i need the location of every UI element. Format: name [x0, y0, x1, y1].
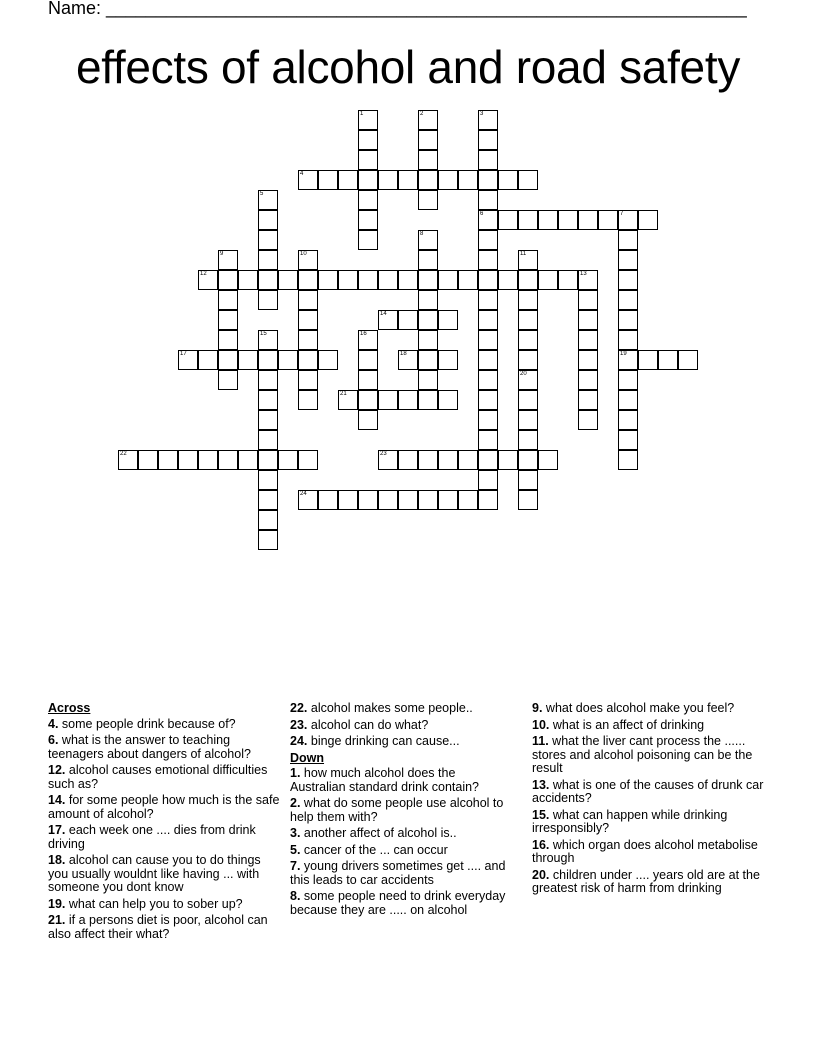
crossword-cell[interactable]	[378, 450, 398, 470]
crossword-cell[interactable]	[218, 290, 238, 310]
clue-item-text: what the liver cant process the ...... stores and alcohol poisoning can be the result	[532, 734, 753, 775]
clue-item-text: what do some people use alcohol to help them with?	[290, 796, 504, 824]
crossword-cell[interactable]	[478, 370, 498, 390]
clue-number: 10	[300, 251, 307, 257]
clue-number: 17	[180, 351, 187, 357]
clue-item-text: children under .... years old are at the greatest risk of harm from drinking	[532, 867, 760, 895]
crossword-cell[interactable]	[538, 450, 558, 470]
clue-item	[290, 890, 512, 917]
crossword-cell[interactable]	[578, 210, 598, 230]
crossword-cell[interactable]	[478, 390, 498, 410]
crossword-cell[interactable]	[418, 370, 438, 390]
across-clue-list-continued	[290, 702, 512, 749]
crossword-cell[interactable]	[358, 270, 378, 290]
crossword-cell[interactable]	[618, 310, 638, 330]
crossword-cell[interactable]	[618, 330, 638, 350]
crossword-cell[interactable]	[478, 490, 498, 510]
clue-item-number: 19.	[48, 896, 66, 911]
clue-item	[48, 718, 280, 732]
clue-item-text: what can help you to sober up?	[65, 896, 243, 911]
crossword-cell[interactable]	[618, 250, 638, 270]
clue-item	[48, 734, 280, 761]
crossword-cell[interactable]	[418, 290, 438, 310]
crossword-cell[interactable]	[498, 170, 518, 190]
crossword-cell[interactable]	[438, 310, 458, 330]
crossword-cell[interactable]	[618, 410, 638, 430]
crossword-cell[interactable]	[678, 350, 698, 370]
crossword-cell[interactable]	[198, 450, 218, 470]
crossword-cell[interactable]	[418, 330, 438, 350]
crossword-cell[interactable]	[498, 270, 518, 290]
crossword-cell[interactable]	[198, 350, 218, 370]
clue-item	[48, 914, 280, 941]
clues-column-2	[290, 702, 512, 920]
crossword-cell[interactable]	[258, 470, 278, 490]
clues-column-1	[48, 702, 280, 944]
crossword-cell[interactable]	[418, 450, 438, 470]
clue-item-text: another affect of alcohol is..	[300, 826, 457, 840]
clue-item-text: what is the answer to teaching teenagers about dangers of alcohol?	[48, 733, 251, 761]
crossword-cell[interactable]	[418, 390, 438, 410]
crossword-cell[interactable]	[518, 410, 538, 430]
clue-number: 20	[520, 371, 527, 377]
crossword-cell[interactable]	[178, 350, 198, 370]
clue-item	[48, 898, 280, 912]
crossword-cell[interactable]	[418, 170, 438, 190]
clue-item-text: for some people how much is the safe amount of alcohol?	[48, 793, 280, 821]
clue-number: 14	[380, 311, 387, 317]
clue-number: 24	[300, 491, 307, 497]
crossword-cell[interactable]	[258, 350, 278, 370]
crossword-cell[interactable]	[558, 210, 578, 230]
crossword-cell[interactable]	[618, 350, 638, 370]
crossword-cell[interactable]	[258, 450, 278, 470]
clue-item	[532, 779, 768, 806]
crossword-cell[interactable]	[478, 430, 498, 450]
crossword-cell[interactable]	[458, 170, 478, 190]
crossword-cell[interactable]	[338, 170, 358, 190]
crossword-cell[interactable]	[618, 390, 638, 410]
clue-item	[48, 824, 280, 851]
crossword-cell[interactable]	[258, 250, 278, 270]
crossword-cell[interactable]	[518, 490, 538, 510]
crossword-cell[interactable]	[378, 170, 398, 190]
crossword-cell[interactable]	[258, 530, 278, 550]
crossword-cell[interactable]	[298, 450, 318, 470]
clue-item-text: young drivers sometimes get .... and this leads to car accidents	[290, 859, 506, 887]
crossword-cell[interactable]	[478, 410, 498, 430]
clue-number: 7	[620, 211, 624, 217]
crossword-cell[interactable]	[538, 270, 558, 290]
clue-number: 23	[380, 451, 387, 457]
across-heading: Across	[48, 701, 91, 715]
clue-item-text: if a persons diet is poor, alcohol can also affect their what?	[48, 913, 268, 941]
crossword-cell[interactable]	[518, 210, 538, 230]
crossword-cell[interactable]	[358, 230, 378, 250]
crossword-cell[interactable]	[418, 350, 438, 370]
clue-item	[532, 719, 768, 733]
crossword-cell[interactable]	[478, 230, 498, 250]
crossword-cell[interactable]	[318, 350, 338, 370]
crossword-cell[interactable]	[418, 250, 438, 270]
crossword-cell[interactable]	[138, 450, 158, 470]
clue-item-number: 4.	[48, 716, 59, 731]
clue-item-text: what is an affect of drinking	[549, 717, 705, 732]
crossword-cell[interactable]	[238, 350, 258, 370]
crossword-cell[interactable]	[278, 350, 298, 370]
clues-column-3	[532, 702, 768, 899]
crossword-cell[interactable]	[478, 110, 498, 130]
clue-item-text: each week one .... dies from drink driving	[48, 823, 256, 851]
clue-item-number: 2.	[290, 796, 301, 810]
crossword-cell[interactable]	[398, 350, 418, 370]
clue-item-number: 16.	[532, 837, 550, 852]
crossword-cell[interactable]	[518, 370, 538, 390]
clue-number: 13	[580, 271, 587, 277]
down-heading: Down	[290, 750, 325, 765]
crossword-cell[interactable]	[238, 270, 258, 290]
crossword-cell[interactable]	[518, 330, 538, 350]
clue-number: 1	[360, 111, 364, 117]
crossword-cell[interactable]	[358, 210, 378, 230]
crossword-cell[interactable]	[418, 190, 438, 210]
clue-item-number: 18.	[48, 853, 66, 867]
clue-item-text: what is one of the causes of drunk car accidents?	[532, 777, 764, 805]
crossword-cell[interactable]	[578, 390, 598, 410]
crossword-cell[interactable]	[578, 310, 598, 330]
crossword-cell[interactable]	[258, 190, 278, 210]
clue-number: 16	[360, 331, 367, 337]
crossword-cell[interactable]	[258, 270, 278, 290]
crossword-cell[interactable]	[578, 330, 598, 350]
clue-number: 4	[300, 171, 304, 177]
crossword-cell[interactable]	[298, 390, 318, 410]
crossword-cell[interactable]	[298, 270, 318, 290]
clue-item-number: 15.	[532, 807, 550, 822]
crossword-cell[interactable]	[478, 310, 498, 330]
clue-number: 9	[220, 251, 224, 257]
clue-item-number: 7.	[290, 859, 301, 873]
crossword-cell[interactable]	[518, 170, 538, 190]
crossword-cell[interactable]	[478, 150, 498, 170]
crossword-cell[interactable]	[218, 370, 238, 390]
crossword-cell[interactable]	[478, 450, 498, 470]
crossword-cell[interactable]	[398, 310, 418, 330]
crossword-cell[interactable]	[518, 290, 538, 310]
down-clue-list	[290, 767, 512, 917]
crossword-cell[interactable]	[618, 370, 638, 390]
crossword-cell[interactable]	[478, 250, 498, 270]
crossword-cell[interactable]	[558, 270, 578, 290]
crossword-cell[interactable]	[518, 390, 538, 410]
clue-number: 22	[120, 451, 127, 457]
crossword-cell[interactable]	[158, 450, 178, 470]
crossword-cell[interactable]	[358, 490, 378, 510]
crossword-cell[interactable]	[638, 210, 658, 230]
crossword-cell[interactable]	[518, 470, 538, 490]
clue-item-number: 17.	[48, 823, 66, 837]
clue-item-number: 23.	[290, 717, 308, 732]
crossword-cell[interactable]	[458, 270, 478, 290]
clue-item-number: 12.	[48, 763, 66, 777]
clue-item	[532, 839, 768, 866]
clue-number: 6	[480, 211, 484, 217]
clue-item	[290, 860, 512, 887]
clue-item-number: 22.	[290, 701, 308, 715]
clue-item-number: 21.	[48, 913, 66, 927]
crossword-cell[interactable]	[318, 490, 338, 510]
clue-item-text: some people need to drink everyday because they are ..... on alcohol	[290, 889, 506, 917]
crossword-cell[interactable]	[278, 270, 298, 290]
crossword-cell[interactable]	[238, 450, 258, 470]
crossword-cell[interactable]	[518, 270, 538, 290]
crossword-cell[interactable]	[418, 310, 438, 330]
crossword-cell[interactable]	[258, 390, 278, 410]
clue-item-text: what does alcohol make you feel?	[542, 701, 735, 715]
crossword-cell[interactable]	[358, 330, 378, 350]
crossword-cell[interactable]	[578, 370, 598, 390]
crossword-cell[interactable]	[618, 270, 638, 290]
crossword-cell[interactable]	[518, 430, 538, 450]
crossword-cell[interactable]	[578, 270, 598, 290]
crossword-cell[interactable]	[358, 170, 378, 190]
crossword-cell[interactable]	[418, 150, 438, 170]
across-clue-list	[48, 718, 280, 942]
clue-item	[290, 844, 512, 858]
crossword-cell[interactable]	[518, 310, 538, 330]
crossword-cell[interactable]	[438, 450, 458, 470]
crossword-cell[interactable]	[298, 330, 318, 350]
crossword-cell[interactable]	[258, 490, 278, 510]
crossword-cell[interactable]	[218, 330, 238, 350]
clue-item-text: alcohol makes some people..	[307, 701, 473, 715]
clue-item-number: 11.	[532, 734, 549, 748]
crossword-cell[interactable]	[298, 290, 318, 310]
clue-item	[290, 735, 512, 749]
clue-number: 11	[520, 251, 527, 257]
crossword-cell[interactable]	[478, 350, 498, 370]
crossword-cell[interactable]	[258, 330, 278, 350]
clue-item-number: 1.	[290, 766, 301, 780]
crossword-cell[interactable]	[258, 410, 278, 430]
crossword-cell[interactable]	[538, 210, 558, 230]
clue-item-number: 8.	[290, 889, 301, 903]
clue-item-number: 3.	[290, 826, 301, 840]
name-field-label: Name: ________________________________________________________________	[48, 0, 747, 18]
crossword-cell[interactable]	[118, 450, 138, 470]
crossword-cell[interactable]	[378, 270, 398, 290]
crossword-cell[interactable]	[478, 130, 498, 150]
clue-item-number: 14.	[48, 793, 66, 807]
clue-item-text: alcohol can cause you to do things you usually wouldnt like having ... with someone you dont know	[48, 853, 261, 894]
clue-number: 5	[260, 191, 264, 197]
clue-number: 18	[400, 351, 407, 357]
crossword-cell[interactable]	[178, 450, 198, 470]
crossword-cell[interactable]	[478, 170, 498, 190]
clue-item-number: 10.	[532, 717, 550, 732]
clue-number: 12	[200, 271, 207, 277]
page-title: effects of alcohol and road safety	[75, 41, 741, 93]
crossword-cell[interactable]	[498, 450, 518, 470]
crossword-cell[interactable]	[258, 430, 278, 450]
crossword-cell[interactable]	[418, 110, 438, 130]
crossword-cell[interactable]	[618, 210, 638, 230]
clue-item-text: what can happen while drinking irresponsibly?	[532, 807, 728, 835]
crossword-cell[interactable]	[518, 450, 538, 470]
crossword-cell[interactable]	[298, 250, 318, 270]
crossword-cell[interactable]	[258, 290, 278, 310]
crossword-cell[interactable]	[358, 370, 378, 390]
crossword-cell[interactable]	[458, 450, 478, 470]
clue-item	[290, 797, 512, 824]
clue-number: 8	[420, 231, 424, 237]
crossword-cell[interactable]	[318, 170, 338, 190]
crossword-cell[interactable]	[218, 310, 238, 330]
clue-item-number: 24.	[290, 734, 308, 748]
crossword-cell[interactable]	[438, 270, 458, 290]
crossword-cell[interactable]	[578, 290, 598, 310]
crossword-cell[interactable]	[618, 290, 638, 310]
clue-item-text: some people drink because of?	[58, 716, 236, 731]
clue-item	[532, 809, 768, 836]
clue-item-number: 13.	[532, 777, 550, 792]
crossword-cell[interactable]	[398, 390, 418, 410]
crossword-cell[interactable]	[338, 270, 358, 290]
crossword-cell[interactable]	[418, 490, 438, 510]
crossword-cell[interactable]	[338, 490, 358, 510]
crossword-cell[interactable]	[198, 270, 218, 290]
crossword-cell[interactable]	[598, 210, 618, 230]
clue-item-number: 6.	[48, 733, 59, 747]
crossword-cell[interactable]	[258, 510, 278, 530]
clue-number: 21	[340, 391, 347, 397]
crossword-cell[interactable]	[618, 430, 638, 450]
clue-number: 2	[420, 111, 424, 117]
clue-item	[290, 827, 512, 841]
crossword-cell[interactable]	[218, 450, 238, 470]
crossword-cell[interactable]	[438, 350, 458, 370]
crossword-cell[interactable]	[518, 250, 538, 270]
crossword-cell[interactable]	[618, 230, 638, 250]
crossword-cell[interactable]	[358, 150, 378, 170]
crossword-cell[interactable]	[218, 250, 238, 270]
crossword-cell[interactable]	[278, 450, 298, 470]
crossword-cell[interactable]	[218, 350, 238, 370]
clue-item-number: 9.	[532, 701, 543, 715]
crossword-cell[interactable]	[398, 270, 418, 290]
crossword-cell[interactable]	[358, 350, 378, 370]
clue-item	[532, 735, 768, 776]
crossword-cell[interactable]	[498, 210, 518, 230]
crossword-cell[interactable]	[298, 310, 318, 330]
crossword-cell[interactable]	[578, 350, 598, 370]
crossword-cell[interactable]	[358, 130, 378, 150]
clue-item	[48, 854, 280, 895]
crossword-cell[interactable]	[358, 190, 378, 210]
crossword-cell[interactable]	[298, 350, 318, 370]
crossword-cell[interactable]	[338, 390, 358, 410]
crossword-cell[interactable]	[438, 390, 458, 410]
crossword-cell[interactable]	[638, 350, 658, 370]
crossword-cell[interactable]	[518, 350, 538, 370]
crossword-cell[interactable]	[658, 350, 678, 370]
crossword-cell[interactable]	[478, 270, 498, 290]
clue-item	[48, 764, 280, 791]
crossword-cell[interactable]	[578, 410, 598, 430]
crossword-cell[interactable]	[358, 110, 378, 130]
crossword-cell[interactable]	[258, 370, 278, 390]
crossword-cell[interactable]	[478, 330, 498, 350]
crossword-cell[interactable]	[418, 270, 438, 290]
crossword-cell[interactable]	[358, 390, 378, 410]
clue-item	[290, 719, 512, 733]
clue-item-text: alcohol causes emotional difficulties such as?	[48, 763, 268, 791]
clue-item-text: cancer of the ... can occur	[300, 842, 448, 857]
crossword-cell[interactable]	[298, 370, 318, 390]
clue-number: 19	[620, 351, 627, 357]
crossword-cell[interactable]	[298, 170, 318, 190]
crossword-cell[interactable]	[478, 290, 498, 310]
crossword-cell[interactable]	[378, 310, 398, 330]
crossword-cell[interactable]	[418, 230, 438, 250]
crossword-cell[interactable]	[438, 490, 458, 510]
clue-item-text: how much alcohol does the Australian standard drink contain?	[290, 766, 480, 794]
crossword-cell[interactable]	[318, 270, 338, 290]
crossword-cell[interactable]	[358, 410, 378, 430]
clue-number: 15	[260, 331, 267, 337]
crossword-cell[interactable]	[378, 490, 398, 510]
crossword-cell[interactable]	[398, 450, 418, 470]
crossword-cell[interactable]	[458, 490, 478, 510]
down-clue-list-continued	[532, 702, 768, 896]
crossword-cell[interactable]	[378, 390, 398, 410]
clue-item	[532, 702, 768, 716]
clue-item	[290, 767, 512, 794]
clue-item-number: 5.	[290, 842, 301, 857]
crossword-cell[interactable]	[258, 230, 278, 250]
clue-number: 3	[480, 111, 484, 117]
clue-item-text: binge drinking can cause...	[307, 734, 460, 748]
crossword-cell[interactable]	[478, 470, 498, 490]
crossword-cell[interactable]	[258, 210, 278, 230]
crossword-cell[interactable]	[398, 170, 418, 190]
crossword-cell[interactable]	[418, 130, 438, 150]
crossword-cell[interactable]	[478, 190, 498, 210]
crossword-cell[interactable]	[218, 270, 238, 290]
crossword-cell[interactable]	[398, 490, 418, 510]
crossword-cell[interactable]	[478, 210, 498, 230]
crossword-cell[interactable]	[298, 490, 318, 510]
clue-item-number: 20.	[532, 867, 550, 882]
clue-item	[48, 794, 280, 821]
clue-item	[290, 702, 512, 716]
clue-item	[532, 869, 768, 896]
crossword-cell[interactable]	[438, 170, 458, 190]
clue-item-text: which organ does alcohol metabolise through	[532, 837, 758, 865]
clue-item-text: alcohol can do what?	[307, 717, 429, 732]
crossword-cell[interactable]	[618, 450, 638, 470]
